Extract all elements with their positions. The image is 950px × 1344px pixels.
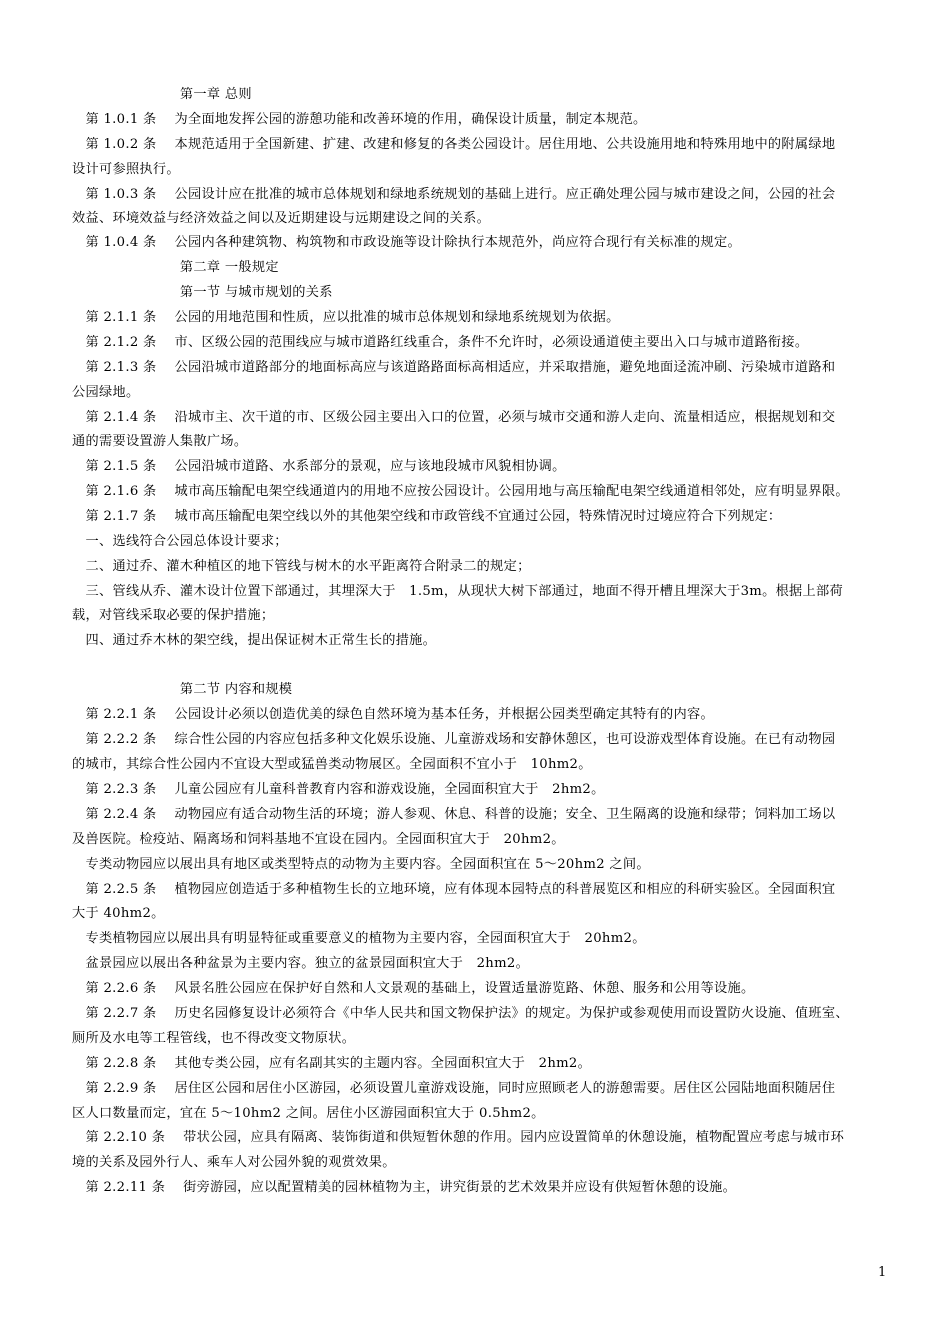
text-line: 第 2.2.10 条 带状公园，应具有隔离、装饰街道和供短暂休憩的作用。园内应设置简单的休憩设施，植物配置应考虑与城市环 <box>72 1130 845 1145</box>
text-line: 第 2.1.3 条 公园沿城市道路部分的地面标高应与该道路路面标高相适应，并采取措施，避免地面迳流冲刷、污染城市道路和 <box>72 360 836 375</box>
text-line: 的城市，其综合性公园内不宜设大型或猛兽类动物展区。全园面积不宜小于 10hm2。 <box>72 757 592 772</box>
text-line: 第 1.0.4 条 公园内各种建筑物、构筑物和市政设施等设计除执行本规范外，尚应符合现行有关标准的规定。 <box>72 235 741 250</box>
text-line: 设计可参照执行。 <box>72 162 180 177</box>
text-line: 境的关系及园外行人、乘车人对公园外貌的观赏效果。 <box>72 1155 396 1170</box>
text-line: 公园绿地。 <box>72 385 140 400</box>
text-line: 第 2.2.11 条 街旁游园，应以配置精美的园林植物为主，讲究街景的艺术效果并应设有供短暂休憩的设施。 <box>72 1180 737 1195</box>
text-line: 第 2.1.1 条 公园的用地范围和性质，应以批准的城市总体规划和绿地系统规划为依据。 <box>72 310 620 325</box>
text-line: 厕所及水电等工程管线，也不得改变文物原状。 <box>72 1031 356 1046</box>
text-line: 第 2.2.1 条 公园设计必须以创造优美的绿色自然环境为基本任务，并根据公园类型确定其特有的内容。 <box>72 707 714 722</box>
text-line: 二、通过乔、灌木种植区的地下管线与树木的水平距离符合附录二的规定； <box>72 559 531 574</box>
text-line: 一、选线符合公园总体设计要求； <box>72 534 288 549</box>
text-line: 第 2.1.4 条 沿城市主、次干道的市、区级公园主要出入口的位置，必须与城市交通和游人走向、流量相适应，根据规划和交 <box>72 410 836 425</box>
text-line: 第 2.1.2 条 市、区级公园的范围线应与城市道路红线重合，条件不允许时，必须设通道使主要出入口与城市道路衔接。 <box>72 335 809 350</box>
text-line: 第一节 与城市规划的关系 <box>72 285 333 300</box>
text-line: 第 1.0.1 条 为全面地发挥公园的游憩功能和改善环境的作用，确保设计质量，制定本规范。 <box>72 112 647 127</box>
text-line: 载，对管线采取必要的保护措施； <box>72 608 275 623</box>
text-line: 大于 40hm2。 <box>72 906 165 921</box>
text-line: 第 1.0.2 条 本规范适用于全国新建、扩建、改建和修复的各类公园设计。居住用地、公共设施用地和特殊用地中的附属绿地 <box>72 137 836 152</box>
text-line: 第 2.1.6 条 城市高压输配电架空线通道内的用地不应按公园设计。公园用地与高压输配电架空线通道相邻处，应有明显界限。 <box>72 484 849 499</box>
text-line: 第 2.2.4 条 动物园应有适合动物生活的环境；游人参观、休息、科普的设施；安全、卫生隔离的设施和绿带；饲料加工场以 <box>72 807 836 822</box>
text-line: 第 2.2.8 条 其他专类公园，应有名副其实的主题内容。全园面积宜大于 2hm2。 <box>72 1056 592 1071</box>
text-line: 第 2.1.7 条 城市高压输配电架空线以外的其他架空线和市政管线不宜通过公园，特殊情况时过境应符合下列规定： <box>72 509 782 524</box>
text-line: 第 1.0.3 条 公园设计应在批准的城市总体规划和绿地系统规划的基础上进行。应正确处理公园与城市建设之间，公园的社会 <box>72 187 836 202</box>
text-line: 第二章 一般规定 <box>72 260 279 275</box>
text-line: 专类动物园应以展出具有地区或类型特点的动物为主要内容。全园面积宜在 5～20hm2 之间。 <box>72 857 650 872</box>
text-line: 盆景园应以展出各种盆景为主要内容。独立的盆景园面积宜大于 2hm2。 <box>72 956 530 971</box>
text-line: 通的需要设置游人集散广场。 <box>72 434 248 449</box>
text-line: 第一章 总则 <box>72 87 252 102</box>
text-line: 第 2.2.5 条 植物园应创造适于多种植物生长的立地环境，应有体现本园特点的科普展览区和相应的科研实验区。全园面积宜 <box>72 882 836 897</box>
text-line: 第二节 内容和规模 <box>72 682 293 697</box>
text-line: 专类植物园应以展出具有明显特征或重要意义的植物为主要内容，全园面积宜大于 20hm2。 <box>72 931 646 946</box>
text-line: 第 2.1.5 条 公园沿城市道路、水系部分的景观，应与该地段城市风貌相协调。 <box>72 459 566 474</box>
text-line: 第 2.2.3 条 儿童公园应有儿童科普教育内容和游戏设施，全园面积宜大于 2hm2。 <box>72 782 605 797</box>
text-line: 第 2.2.7 条 历史名园修复设计必须符合《中华人民共和国文物保护法》的规定。为保护或参观使用而设置防火设施、值班室、 <box>72 1006 849 1021</box>
text-line: 第 2.2.2 条 综合性公园的内容应包括多种文化娱乐设施、儿童游戏场和安静休憩区，也可设游戏型体育设施。在已有动物园 <box>72 732 836 747</box>
page-number: 1 <box>878 1265 887 1280</box>
text-line: 第 2.2.6 条 风景名胜公园应在保护好自然和人文景观的基础上，设置适量游览路、休憩、服务和公用等设施。 <box>72 981 755 996</box>
text-line: 四、通过乔木林的架空线，提出保证树木正常生长的措施。 <box>72 633 437 648</box>
text-line: 区人口数量而定，宜在 5～10hm2 之间。居住小区游园面积宜大于 0.5hm2。 <box>72 1106 545 1121</box>
text-line: 第 2.2.9 条 居住区公园和居住小区游园，必须设置儿童游戏设施，同时应照顾老人的游憩需要。居住区公园陆地面积随居住 <box>72 1081 836 1096</box>
text-line: 及兽医院。检疫站、隔离场和饲料基地不宜设在园内。全园面积宜大于 20hm2。 <box>72 832 565 847</box>
text-line: 效益、环境效益与经济效益之间以及近期建设与远期建设之间的关系。 <box>72 211 491 226</box>
text-line: 三、管线从乔、灌木设计位置下部通过，其埋深大于 1.5m，从现状大树下部通过，地面不得开槽且埋深大于3m。根据上部荷 <box>72 584 844 599</box>
